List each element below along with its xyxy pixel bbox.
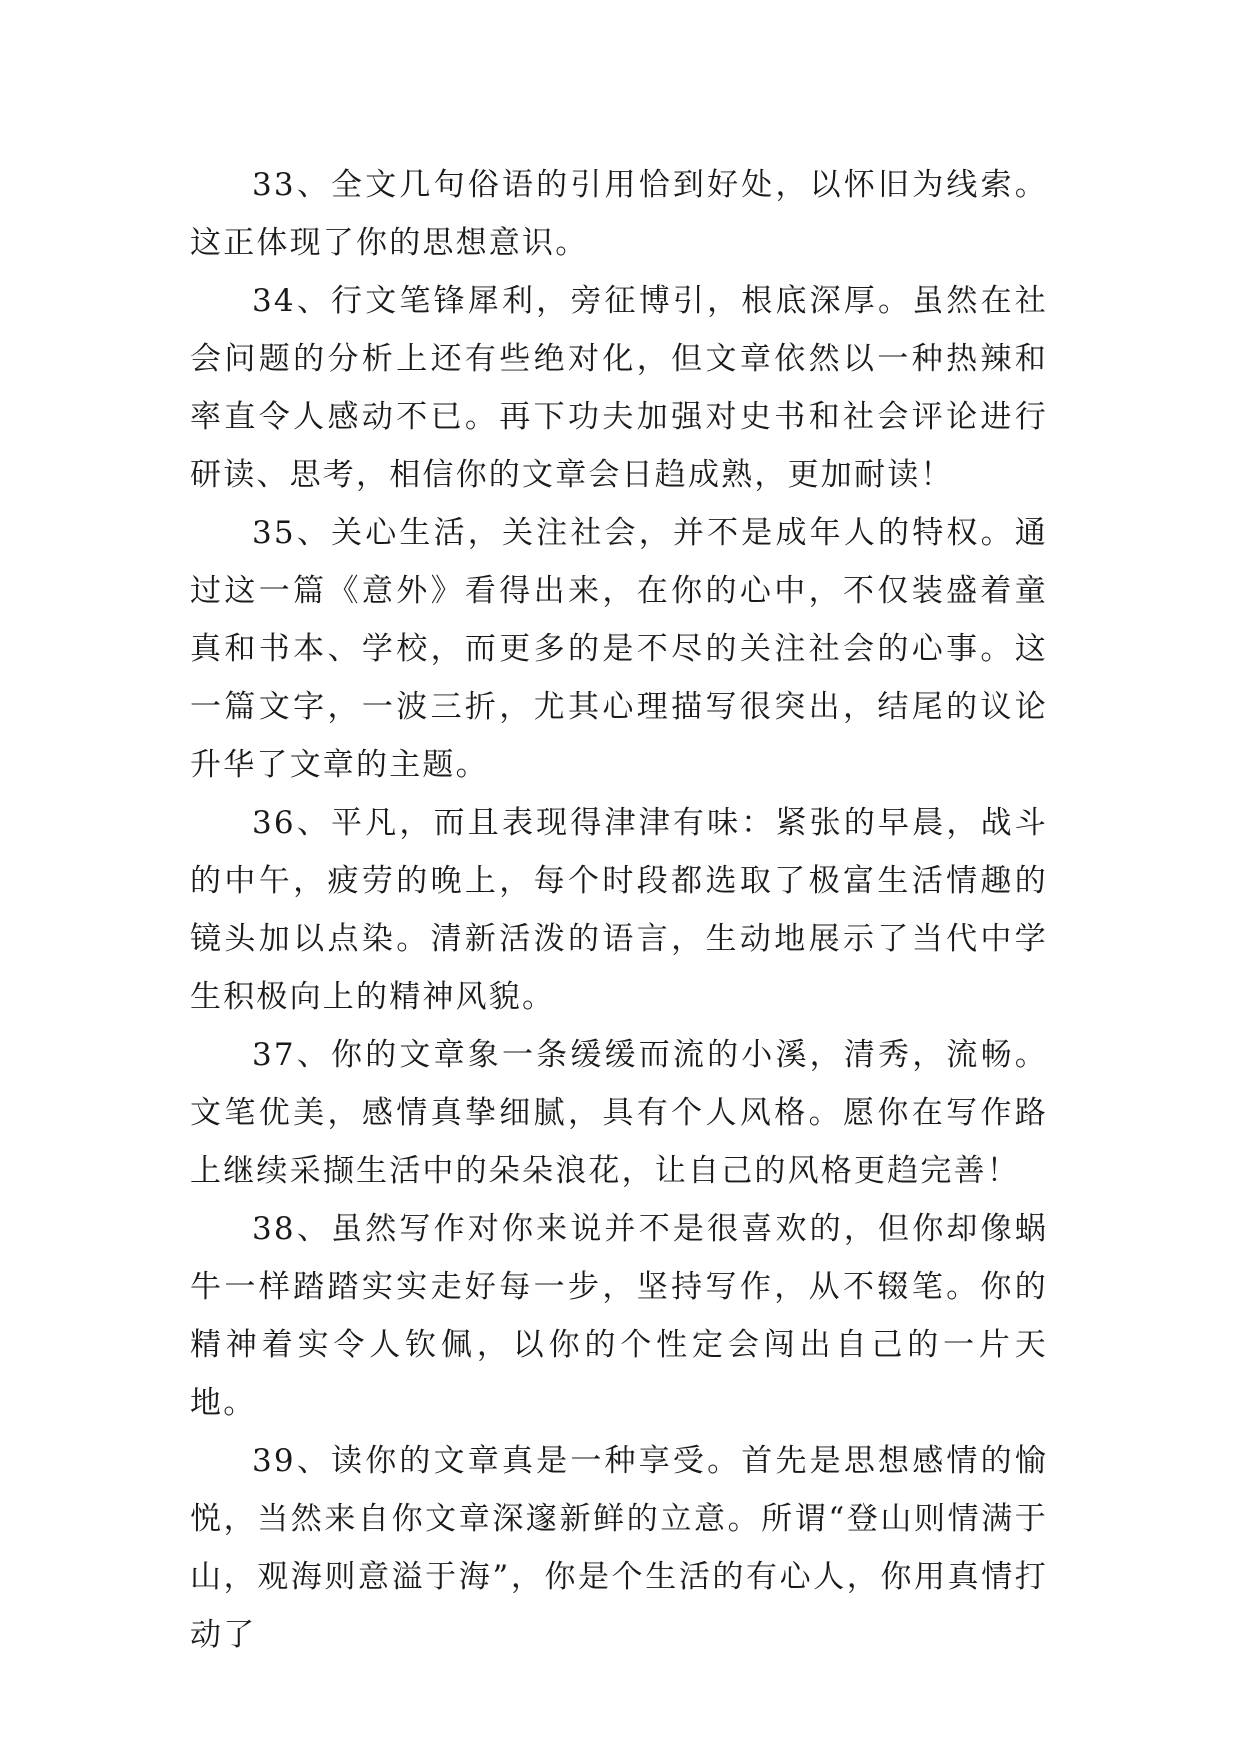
comment-paragraph-39: 39、读你的文章真是一种享受。首先是思想感情的愉悦，当然来自你文章深邃新鲜的立意。所谓“登山则情满于山，观海则意溢于海”，你是个生活的有心人，你用真情打动了: [190, 1443, 1048, 1653]
comment-paragraph-33: 33、全文几句俗语的引用恰到好处，以怀旧为线索。这正体现了你的思想意识。: [190, 167, 1048, 261]
comment-paragraph-38: 38、虽然写作对你来说并不是很喜欢的，但你却像蜗牛一样踏踏实实走好每一步，坚持写作，从不辍笔。你的精神着实令人钦佩，以你的个性定会闯出自己的一片天地。: [190, 1211, 1048, 1421]
comment-paragraph-35: 35、关心生活，关注社会，并不是成年人的特权。通过这一篇《意外》看得出来，在你的心中，不仅装盛着童真和书本、学校，而更多的是不尽的关注社会的心事。这一篇文字，一波三折，尤其心理描写很突出，结尾的议论升华了文章的主题。: [190, 515, 1048, 783]
comment-paragraph-34: 34、行文笔锋犀利，旁征博引，根底深厚。虽然在社会问题的分析上还有些绝对化，但文章依然以一种热辣和率直令人感动不已。再下功夫加强对史书和社会评论进行研读、思考，相信你的文章会日趋成熟，更加耐读！: [190, 283, 1048, 493]
comment-paragraph-37: 37、你的文章象一条缓缓而流的小溪，清秀，流畅。文笔优美，感情真挚细腻，具有个人风格。愿你在写作路上继续采撷生活中的朵朵浪花，让自己的风格更趋完善！: [190, 1037, 1048, 1189]
comment-paragraph-36: 36、平凡，而且表现得津津有味：紧张的早晨，战斗的中午，疲劳的晚上，每个时段都选取了极富生活情趣的镜头加以点染。清新活泼的语言，生动地展示了当代中学生积极向上的精神风貌。: [190, 805, 1048, 1015]
document-body: [190, 156, 1048, 1664]
